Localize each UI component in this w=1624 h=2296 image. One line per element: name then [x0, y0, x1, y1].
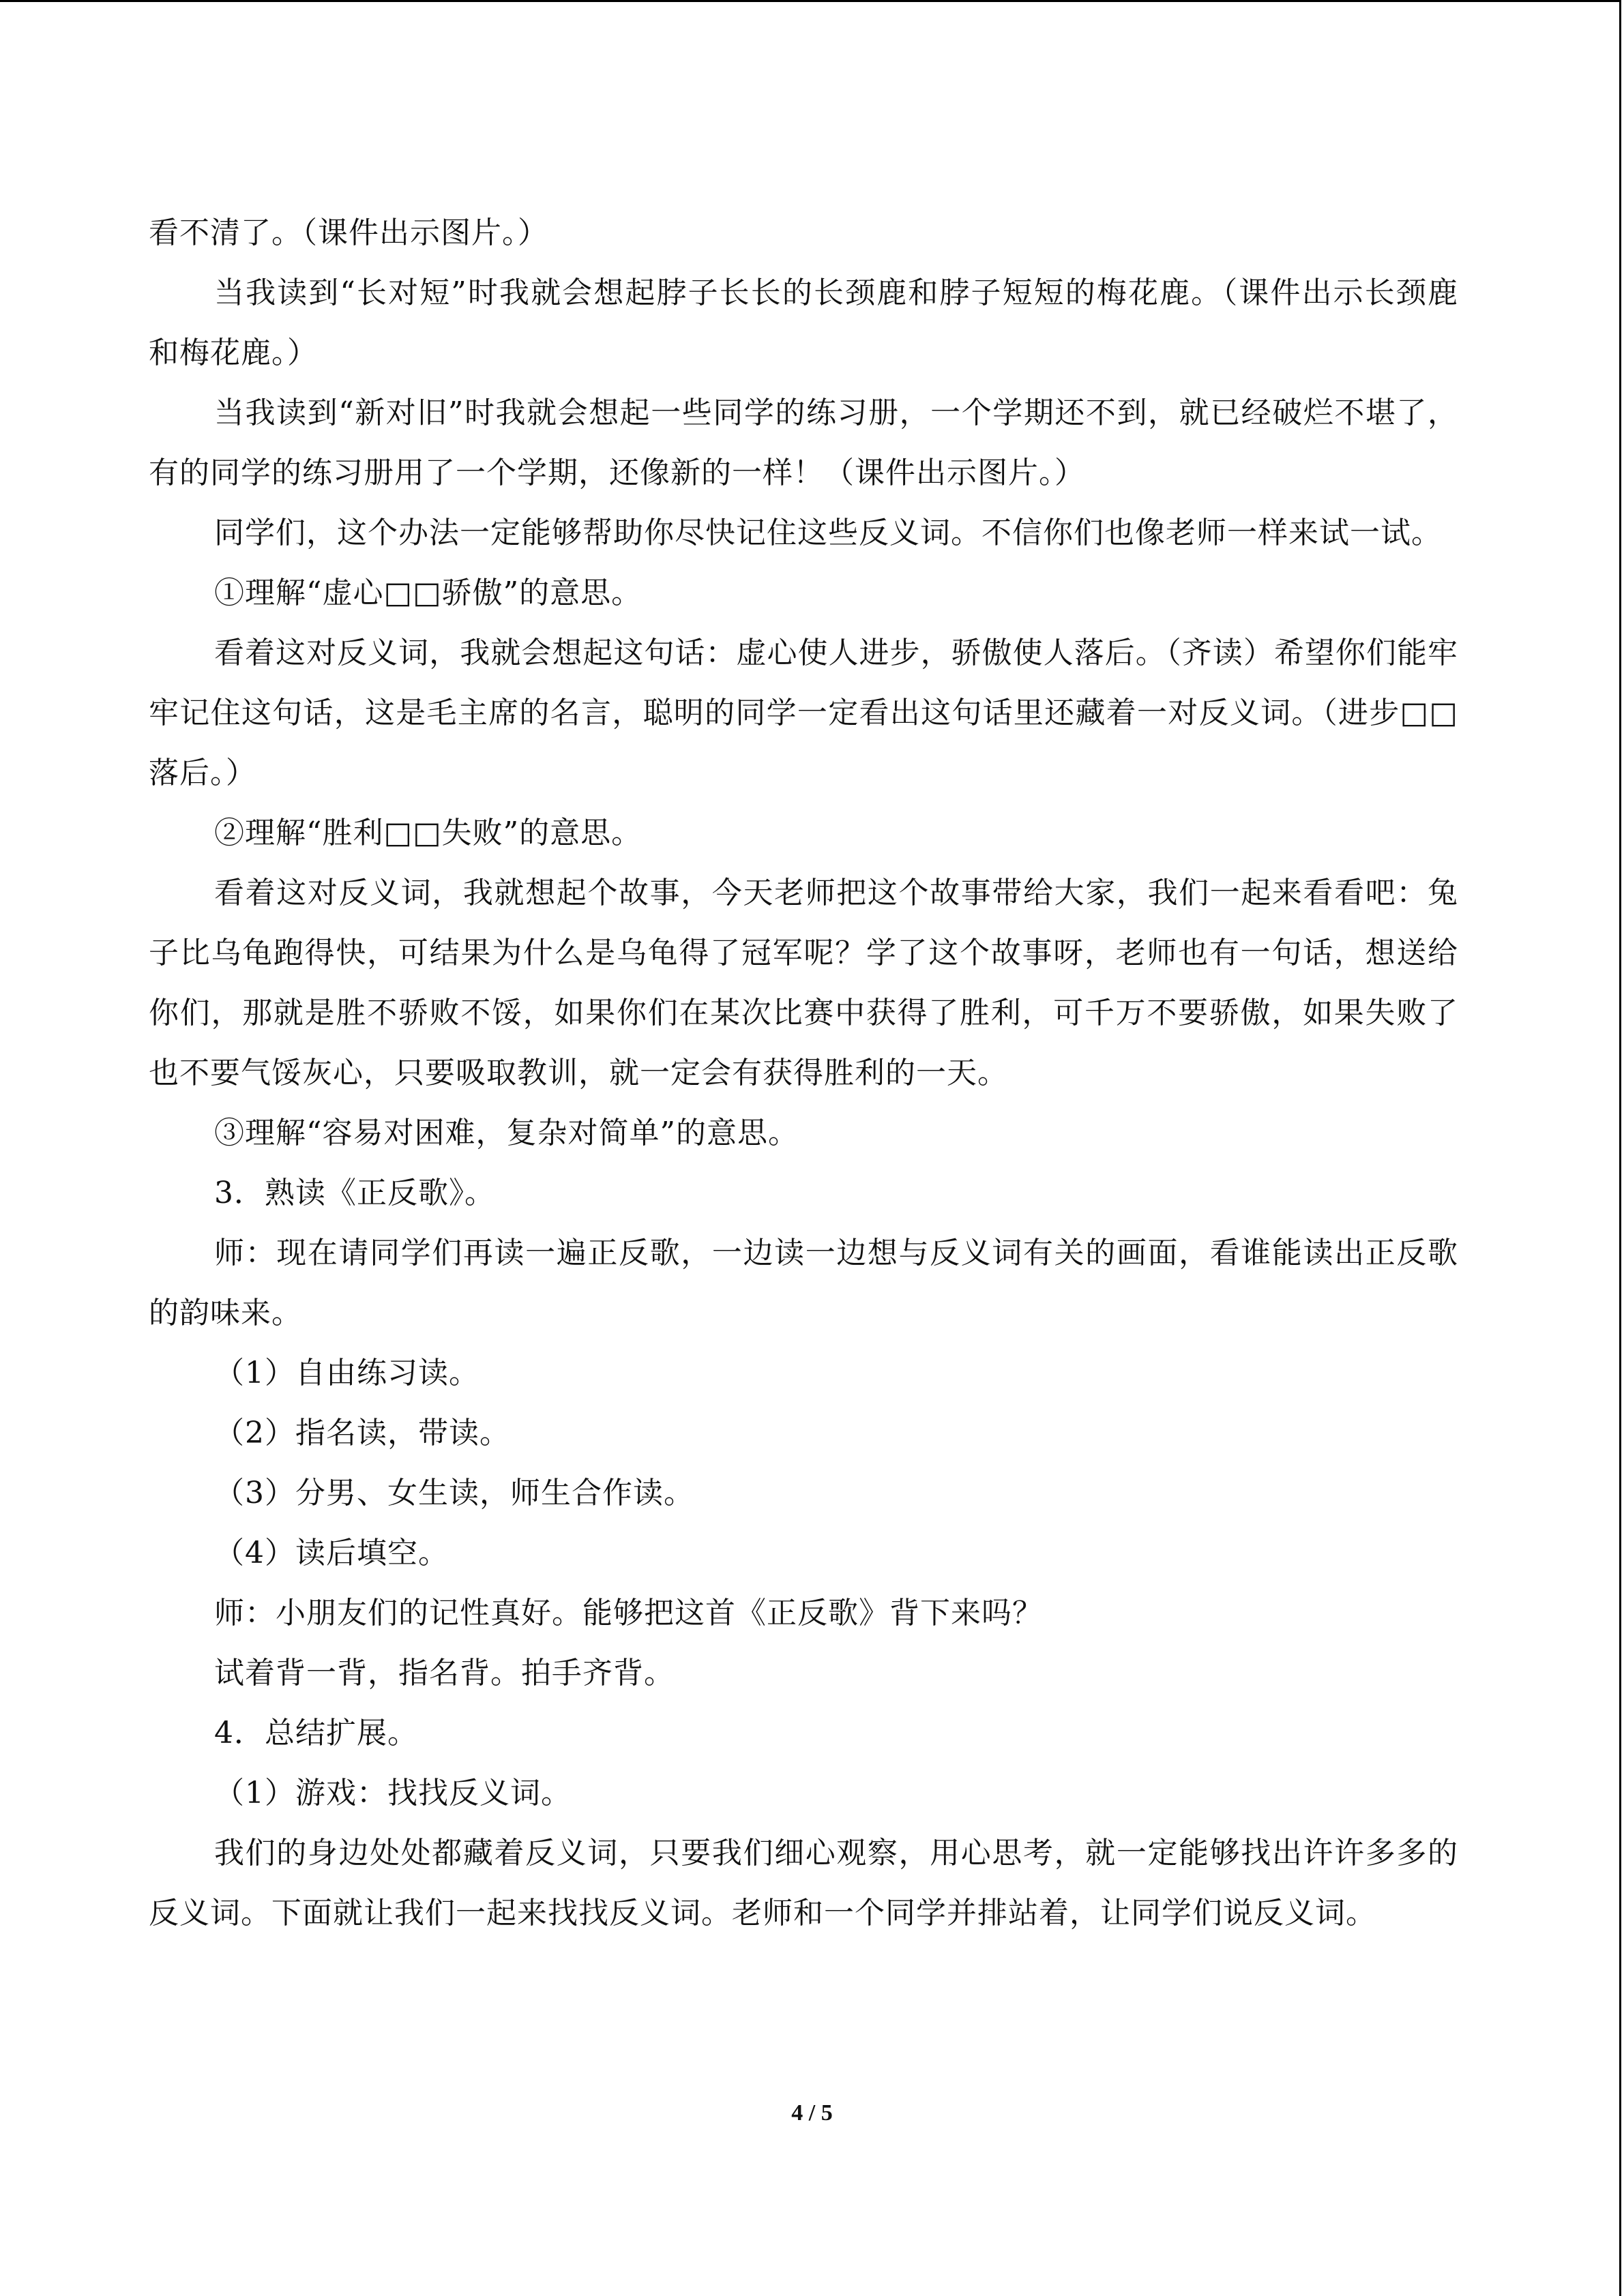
paragraph: 同学们，这个办法一定能够帮助你尽快记住这些反义词。不信你们也像老师一样来试一试。 [214, 516, 1442, 550]
page-number: 4 / 5 [791, 2100, 833, 2126]
paragraph: 4．总结扩展。 [214, 1716, 418, 1750]
paragraph: （3）分男、女生读，师生合作读。 [214, 1476, 694, 1510]
paragraph: 我们的身边处处都藏着反义词，只要我们细心观察，用心思考，就一定能够找出许许多多的反义词。下面就让我们一起来找找反义词。老师和一个同学并排站着，让同学们说反义词。 [149, 1836, 1458, 1930]
paragraph: （1）自由练习读。 [214, 1356, 479, 1390]
paragraph: 师：小朋友们的记性真好。能够把这首《正反歌》背下来吗？ [214, 1596, 1043, 1630]
paragraph: ②理解“胜利□□失败”的意思。 [214, 816, 643, 850]
paragraph: 当我读到“新对旧”时我就会想起一些同学的练习册，一个学期还不到，就已经破烂不堪了，有的同学的练习册用了一个学期，还像新的一样！（课件出示图片。） [149, 396, 1458, 490]
paragraph: （2）指名读，带读。 [214, 1416, 510, 1450]
paragraph: ③理解“容易对困难，复杂对简单”的意思。 [214, 1116, 799, 1150]
paragraph: 看不清了。（课件出示图片。） [149, 215, 548, 250]
paragraph: （1）游戏：找找反义词。 [214, 1776, 572, 1810]
paragraph: （4）读后填空。 [214, 1536, 449, 1570]
paragraph: 试着背一背，指名背。拍手齐背。 [214, 1656, 675, 1690]
paragraph: 当我读到“长对短”时我就会想起脖子长长的长颈鹿和脖子短短的梅花鹿。（课件出示长颈鹿和梅花鹿。） [149, 275, 1458, 370]
paragraph: ①理解“虚心□□骄傲”的意思。 [214, 576, 643, 610]
paragraph: 看着这对反义词，我就会想起这句话：虚心使人进步，骄傲使人落后。（齐读）希望你们能牢牢记住这句话，这是毛主席的名言，聪明的同学一定看出这句话里还藏着一对反义词。（进步□□落后。） [149, 636, 1458, 790]
paragraph: 看着这对反义词，我就想起个故事，今天老师把这个故事带给大家，我们一起来看看吧：兔子比乌龟跑得快，可结果为什么是乌龟得了冠军呢？学了这个故事呀，老师也有一句话，想送给你们，那就是胜不骄败不馁，如果你们在某次比赛中获得了胜利，可千万不要骄傲，如果失败了也不要气馁灰心，只要吸取教训，就一定会有获得胜利的一天。 [149, 876, 1458, 1090]
paragraph: 师：现在请同学们再读一遍正反歌，一边读一边想与反义词有关的画面，看谁能读出正反歌的韵味来。 [149, 1236, 1458, 1330]
paragraph: 3．熟读《正反歌》。 [214, 1176, 495, 1210]
document-body [149, 203, 1458, 1943]
